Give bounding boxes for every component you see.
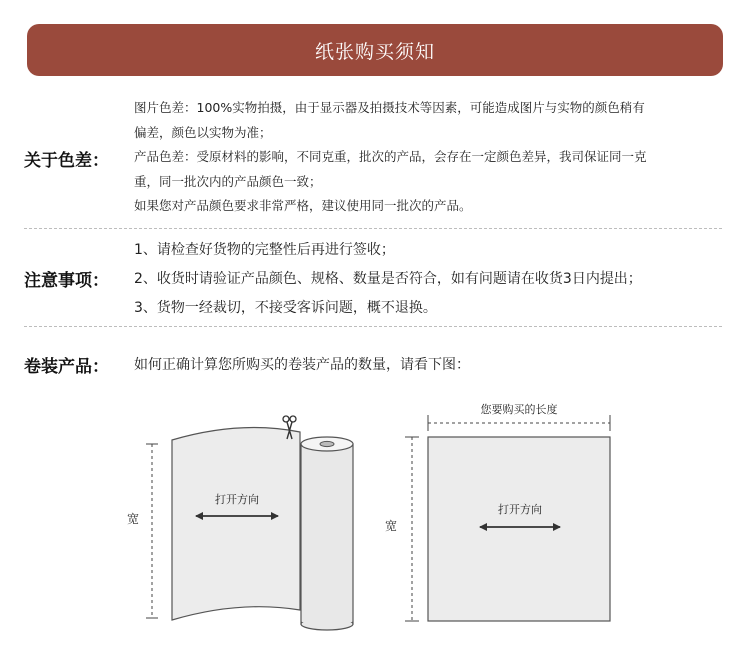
- sheet-length-label: 您要购买的长度: [480, 403, 558, 416]
- color-line-1: 图片色差：100%实物拍摄，由于显示器及拍摄技术等因素，可能造成图片与实物的颜色稍有: [134, 100, 645, 115]
- roll-sheet: [172, 428, 300, 621]
- roll-width-dimension: [146, 444, 158, 618]
- roll-direction-label: 打开方向: [215, 493, 259, 506]
- sheet-width-dimension: [405, 437, 419, 621]
- roll-width-label: 宽: [126, 512, 140, 526]
- flat-sheet: [428, 437, 610, 621]
- notice-label: 注意事项：: [24, 271, 109, 291]
- color-line-3: 产品色差：受原材料的影响，不同克重，批次的产品，会存在一定颜色差异，我司保证同一克: [134, 149, 647, 164]
- color-line-4: 重，同一批次内的产品颜色一致；: [134, 173, 322, 189]
- paper-roll: [301, 437, 353, 630]
- sheet-length-dimension: [428, 415, 610, 431]
- banner-title: 纸张购买须知: [314, 40, 435, 63]
- notice-line-3: 3、货物一经裁切，不接受客诉问题，概不退换。: [134, 300, 437, 316]
- color-line-2: 偏差，颜色以实物为准；: [134, 124, 272, 140]
- sheet-direction-label: 打开方向: [498, 503, 542, 516]
- notice-line-2: 2、收货时请验证产品颜色、规格、数量是否符合，如有问题请在收货3日内提出；: [134, 271, 642, 287]
- roll-product-text: 如何正确计算您所购买的卷装产品的数量，请看下图：: [134, 357, 470, 373]
- roll-product-label: 卷装产品：: [24, 357, 109, 377]
- notice-line-1: 1、请检查好货物的完整性后再进行签收；: [134, 242, 395, 258]
- sheet-width-label: 宽: [384, 519, 398, 533]
- color-difference-label: 关于色差：: [24, 151, 109, 171]
- color-line-5: 如果您对产品颜色要求非常严格，建议使用同一批次的产品。: [134, 198, 472, 213]
